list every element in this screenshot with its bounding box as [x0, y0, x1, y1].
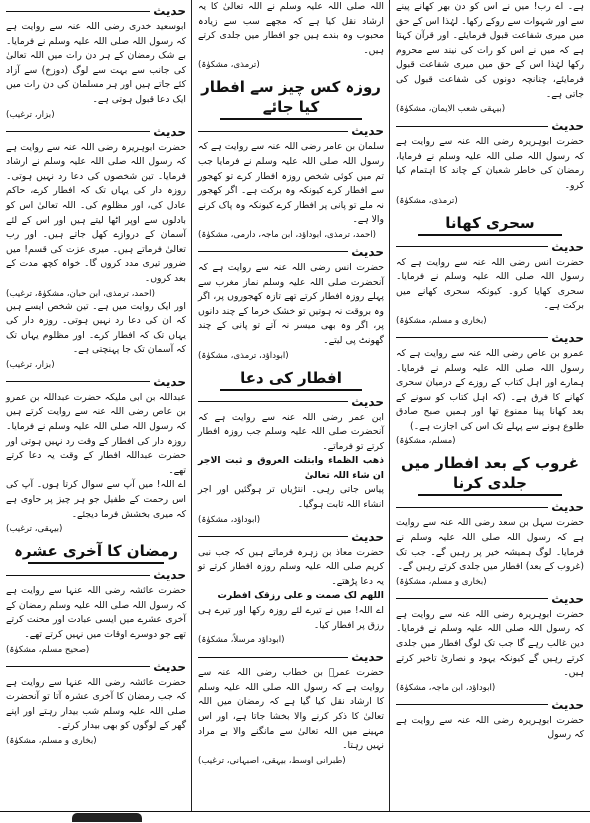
hadith-label: حدیث: [153, 374, 186, 389]
heading-rule: [396, 337, 548, 338]
heading-rule: [198, 657, 348, 658]
heading-rule: [6, 131, 150, 132]
heading-rule: [198, 536, 348, 537]
hadith-label: حدیث: [351, 529, 384, 544]
section-underline: [220, 118, 362, 120]
left-column: [0, 0, 192, 812]
section-title-last-ten-days: [6, 541, 186, 564]
hadith-label: حدیث: [153, 659, 186, 674]
hadith-text: حضرت عائشہ رضی اللہ عنہا سے روایت ہے کہ جب رمضان کا آخری عشرہ آتا تو آنحضرت صلی اللہ علیہ وسلم شب بیدار رہتے اور اپنے گھر کے لوگوں کو بھی بیدار کرتے۔: [6, 676, 186, 732]
hadith-heading: [198, 124, 384, 138]
hadith-text: حضرت ابوہریرہ رضی اللہ عنہ سے روایت ہے کہ رسول اللہ صلی اللہ علیہ وسلم نے فرمایا۔ دین غالب رہے گا جب تک لوگ افطار میں جلدی کرتے رہیں گے کیونکہ یہود و نصاریٰ تاخیر کرتے ہیں۔: [396, 608, 584, 679]
hadith-label: حدیث: [551, 119, 584, 134]
dua-translation: اے اللہ! میں نے تیرے لئے روزہ رکھا اور تیرے ہی رزق پر افطار کیا۔: [198, 605, 384, 631]
intro-reference: (بیہقی شعب الایمان، مشکوٰۃ): [396, 104, 506, 115]
heading-rule: [6, 666, 150, 667]
hadith-text: حضرت انس رضی اللہ عنہ سے روایت ہے کہ آنحضرت صلی اللہ علیہ وسلم نماز مغرب سے پہلے روزہ افطار کرتے تھے تازہ کھجوروں پر، اگر وہ بروقت نہ ہوتیں تو خشک خرما کے چند دانوں پر، اگر وہ بھی میسر نہ آتے تو پانی کے چند گھونٹ پی لیتے۔: [198, 261, 384, 346]
hadith-text: حضرت ابوہریرہ رضی اللہ عنہ سے روایت ہے کہ رسول: [396, 714, 584, 741]
heading-rule: [396, 126, 548, 127]
dua-text: اے اللہ! میں آپ سے سوال کرتا ہوں۔ آپ کی اس رحمت کے طفیل جو ہر چیز پر حاوی ہے کہ میری بخشش فرما دیجئے۔: [6, 479, 186, 520]
hadith-text: اللہ صلی اللہ علیہ وسلم نے اللہ تعالیٰ کا یہ ارشاد نقل کیا ہے کہ مجھے سب سے زیادہ محبوب وہ بندے ہیں جو افطار میں جلدی کرتے ہیں۔: [198, 1, 384, 56]
hadith-reference: (ابوداؤد، ابن ماجہ، مشکوٰۃ): [396, 682, 496, 693]
hadith-heading: [396, 500, 584, 514]
hadith-text: حضرت ابوہریرہ رضی اللہ عنہ سے روایت ہے کہ رسول اللہ صلی اللہ علیہ وسلم نے ارشاد فرمایا۔ تین شخصوں کی دعا رد نہیں ہوتی۔ روزہ دار کی یہاں تک کہ افطار کرے، حاکم عادل کی، اور مظلوم کی۔ اللہ تعالیٰ اس کو بادلوں سے اوپر اٹھا لیتے ہیں اور اس کے لئے آسمان کے دروازے کھل جاتے ہیں۔ اور رب تعالیٰ فرماتے ہیں۔ میری عزت کی قسم! میں ضرور تیری مدد کروں گا۔ خواہ کچھ مدت کے بعد کروں۔: [6, 141, 186, 284]
intro-block: [396, 0, 584, 115]
heading-rule: [198, 401, 348, 402]
footer-tab: [72, 813, 142, 822]
hadith-label: حدیث: [351, 650, 384, 665]
hadith-reference: (بیہقی، ترغیب): [6, 524, 63, 535]
section-title-text: سحری کھانا: [445, 213, 535, 232]
hadith-text: عمرو بن عاص رضی اللہ عنہ سے روایت ہے کہ رسول اللہ صلی اللہ علیہ وسلم نے فرمایا۔ ہمارے اور اہل کتاب کے روزے کے درمیان سحری کھانے کا فرق ہے۔ (کہ اہل کتاب کو سونے کے بعد کھانا پینا ممنوع تھا اور ہمیں صبح صادق طلوع ہونے سے پہلے تک اس کی اجازت ہے۔): [396, 347, 584, 432]
heading-rule: [396, 507, 548, 508]
hadith-reference: (ابوداؤد، مشکوٰۃ): [198, 514, 261, 525]
heading-rule: [6, 11, 150, 12]
hadith-text: ابوسعید خدری رضی اللہ عنہ سے روایت ہے کہ رسول اللہ صلی اللہ علیہ وسلم نے فرمایا۔ بے شک رمضان کے ہر دن رات میں اللہ تعالیٰ کی جانب سے بہت سے لوگ (دوزخ) سے آزاد کئے جاتے ہیں اور ہر مسلمان کی دن رات میں ایک دعا قبول ہوتی ہے۔: [6, 21, 186, 105]
hadith-label: حدیث: [551, 591, 584, 606]
hadith-reference: (مسلم، مشکوٰۃ): [396, 436, 456, 447]
hadith-reference: (بزار، ترغیب): [6, 109, 55, 120]
hadith-label: حدیث: [351, 124, 384, 139]
heading-rule: [396, 598, 548, 599]
hadith-label: حدیث: [153, 568, 186, 583]
hadith-heading: [6, 4, 186, 18]
section-title-text: رمضان کا آخری عشرہ: [14, 542, 178, 561]
hadith-text: ابن عمر رضی اللہ عنہ سے روایت ہے کہ آنحضرت صلی اللہ علیہ وسلم جب روزہ افطار کرتے تو فرماتے۔: [198, 411, 384, 452]
hadith-reference: (صحیح مسلم، مشکوٰۃ): [6, 644, 90, 655]
section-title-text: افطار کی دعا: [240, 368, 342, 387]
section-title-what-to-break-fast: [198, 77, 384, 120]
section-underline: [418, 234, 562, 236]
hadith-reference: (بزار، ترغیب): [6, 359, 55, 370]
arabic-dua: ذھب الظماء وابتلت العروق و ثبت الاجر ان شاء اللہ تعالیٰ: [198, 455, 384, 481]
hadith-text: حضرت ابوہریرہ رضی اللہ عنہ سے روایت ہے کہ رسول اللہ صلی اللہ علیہ وسلم نے فرمایا، رمضان کی خاطر شعبان کے چاند کا اہتمام کیا کرو۔: [396, 136, 584, 191]
hadith-heading: [198, 245, 384, 259]
hadith-label: حدیث: [551, 500, 584, 515]
hadith-heading: [198, 650, 384, 664]
hadith-text: حضرت عائشہ رضی اللہ عنہا سے روایت ہے کہ رسول اللہ صلی اللہ علیہ وسلم رمضان کے آخری عشرے میں ایسی عبادت اور محنت کرتے تھے جو دوسرے اوقات میں نہیں کرتے تھے۔: [6, 585, 186, 640]
hadith-reference: (احمد، ترمذی، ابن حبان، مشکوٰۃ، ترغیب): [6, 288, 155, 299]
section-underline: [220, 389, 362, 391]
hadith-heading: [6, 375, 186, 389]
heading-rule: [6, 381, 150, 382]
hadith-heading: [6, 568, 186, 582]
hadith-text: حضرت معاذ بن زہرہ فرماتے ہیں کہ جب نبی کریم صلی اللہ علیہ وسلم روزہ افطار کرتے تو یہ دعا پڑھتے۔: [198, 546, 384, 587]
hadith-heading: [396, 592, 584, 606]
section-underline: [28, 562, 164, 564]
section-title-sehri: [396, 213, 584, 236]
hadith-label: حدیث: [351, 394, 384, 409]
hadith-label: حدیث: [551, 239, 584, 254]
hadith-reference: (بخاری و مسلم، مشکوٰۃ): [396, 576, 487, 587]
hadith-reference: (بخاری و مسلم، مشکوٰۃ): [6, 735, 97, 746]
hadith-text: حضرت انس رضی اللہ عنہ سے روایت ہے کہ رسول اللہ صلی اللہ علیہ وسلم نے فرمایا۔ سحری کھایا کرو۔ کیونکہ سحری کھانے میں برکت ہے۔: [396, 256, 584, 312]
hadith-heading: [6, 660, 186, 674]
hadith-reference: (طبرانی اوسط، بیہقی، اصبہانی، ترغیب): [198, 755, 346, 766]
hadith-heading: [396, 119, 584, 133]
hadith-reference: (ترمذی، مشکوٰۃ): [198, 60, 260, 71]
middle-column: [192, 0, 390, 812]
hadith-heading: [396, 331, 584, 345]
section-title-text: روزہ کس چیز سے افطار کیا جائے: [201, 78, 381, 117]
dua-translation: پیاس جاتی رہی۔ انتڑیاں تر ہوگئیں اور اجر انشاء اللہ ثابت ہوگیا۔: [198, 484, 384, 511]
hadith-text: حضرت سہل بن سعد رضی اللہ عنہ سے روایت ہے کہ رسول اللہ صلی اللہ علیہ وسلم نے فرمایا۔ لوگ ہمیشہ خیر پر رہیں گے۔ جب تک (غروب کے بعد) افطار میں جلدی کرتے رہیں گے۔: [396, 517, 584, 573]
hadith-heading: [6, 125, 186, 139]
heading-rule: [198, 251, 348, 252]
hadith-label: حدیث: [351, 244, 384, 259]
arabic-dua: اللھم لک صمت و علی رزقک افطرت: [217, 590, 384, 602]
hadith-text: عبداللہ بن ابی ملیکہ حضرت عبداللہ بن عمرو بن عاص رضی اللہ عنہ سے روایت کرتے ہیں کہ رسول اللہ صلی اللہ علیہ وسلم نے فرمایا۔ روزہ دار کی افطار کے وقت رد نہیں ہوتی اور حضرت عبداللہ افطار کے وقت یہ دعا کرتے تھے۔: [6, 391, 186, 476]
hadith-label: حدیث: [551, 697, 584, 712]
heading-rule: [6, 575, 150, 576]
intro-text: ہے۔ اے رب! میں نے اس کو دن بھر کھانے پینے سے اور شہوات سے روکے رکھا۔ لہٰذا اس کے حق میں میری شفاعت قبول فرمایئے۔ اور قرآن کہتا ہے کہ میں نے اس کو رات کی نیند سے محروم رکھا لہٰذا اس کے حق میں میری شفاعت قبول فرمایئے، چنانچہ دونوں کی شفاعت قبول کی جاتی ہے۔: [396, 1, 584, 100]
hadith-text: سلمان بن عامر رضی اللہ عنہ سے روایت ہے کہ رسول اللہ صلی اللہ علیہ وسلم نے فرمایا جب تم میں کوئی شخص روزہ افطار کرے تو کھجور سے افطار کرے کیونکہ وہ برکت ہے۔ اگر کھجور نہ ملے تو پانی پر افطار کرے کیونکہ وہ پاک کرنے والا ہے۔: [198, 141, 384, 226]
hadith-heading: [198, 395, 384, 409]
hadith-heading: [396, 698, 584, 712]
hadith-label: حدیث: [551, 330, 584, 345]
heading-rule: [396, 704, 548, 705]
hadith-label: حدیث: [153, 124, 186, 139]
heading-rule: [396, 246, 548, 247]
hadith-heading: [396, 240, 584, 254]
section-title-iftar-dua: [198, 368, 384, 391]
hadith-reference: (ترمذی، مشکوٰۃ): [396, 195, 458, 206]
hadith-reference: (ابوداؤد، ترمذی، مشکوٰۃ): [198, 350, 289, 361]
hadith-text: حضرت عمرؓ بن خطاب رضی اللہ عنہ سے روایت ہے کہ رسول اللہ صلی اللہ علیہ وسلم کا ارشاد نقل کیا گیا ہے کہ رمضان میں اللہ تعالیٰ کا ذکر کرنے والا بخشا جاتا ہے، اور اس مہینے میں اللہ تعالیٰ سے مانگنے والا بے مراد نہیں رہتا۔: [198, 667, 384, 752]
hadith-continuation: اور ایک روایت میں ہے۔ تین شخص ایسے ہیں کہ ان کی دعا رد نہیں ہوتی۔ روزہ دار کی یہاں تک کہ افطار کرے۔ اور مظلوم یہاں تک کہ آسمان تک جا پہنچتی ہے۔: [6, 300, 186, 356]
heading-rule: [198, 131, 348, 132]
right-column: [390, 0, 590, 812]
hadith-reference: (احمد، ترمذی، ابوداؤد، ابن ماجہ، دارمی، مشکوٰۃ): [198, 229, 377, 240]
hadith-label: حدیث: [153, 4, 186, 18]
hadith-reference: (ابوداؤد مرسلاً، مشکوٰۃ): [198, 635, 285, 646]
section-title-text: غروب کے بعد افطار میں جلدی کرنا: [401, 454, 579, 493]
hadith-reference: (بخاری و مسلم، مشکوٰۃ): [396, 315, 487, 326]
section-title-iftar-haste: [396, 453, 584, 496]
page-footer-rule: [0, 811, 590, 823]
section-underline: [418, 494, 562, 496]
hadith-heading: [198, 530, 384, 544]
